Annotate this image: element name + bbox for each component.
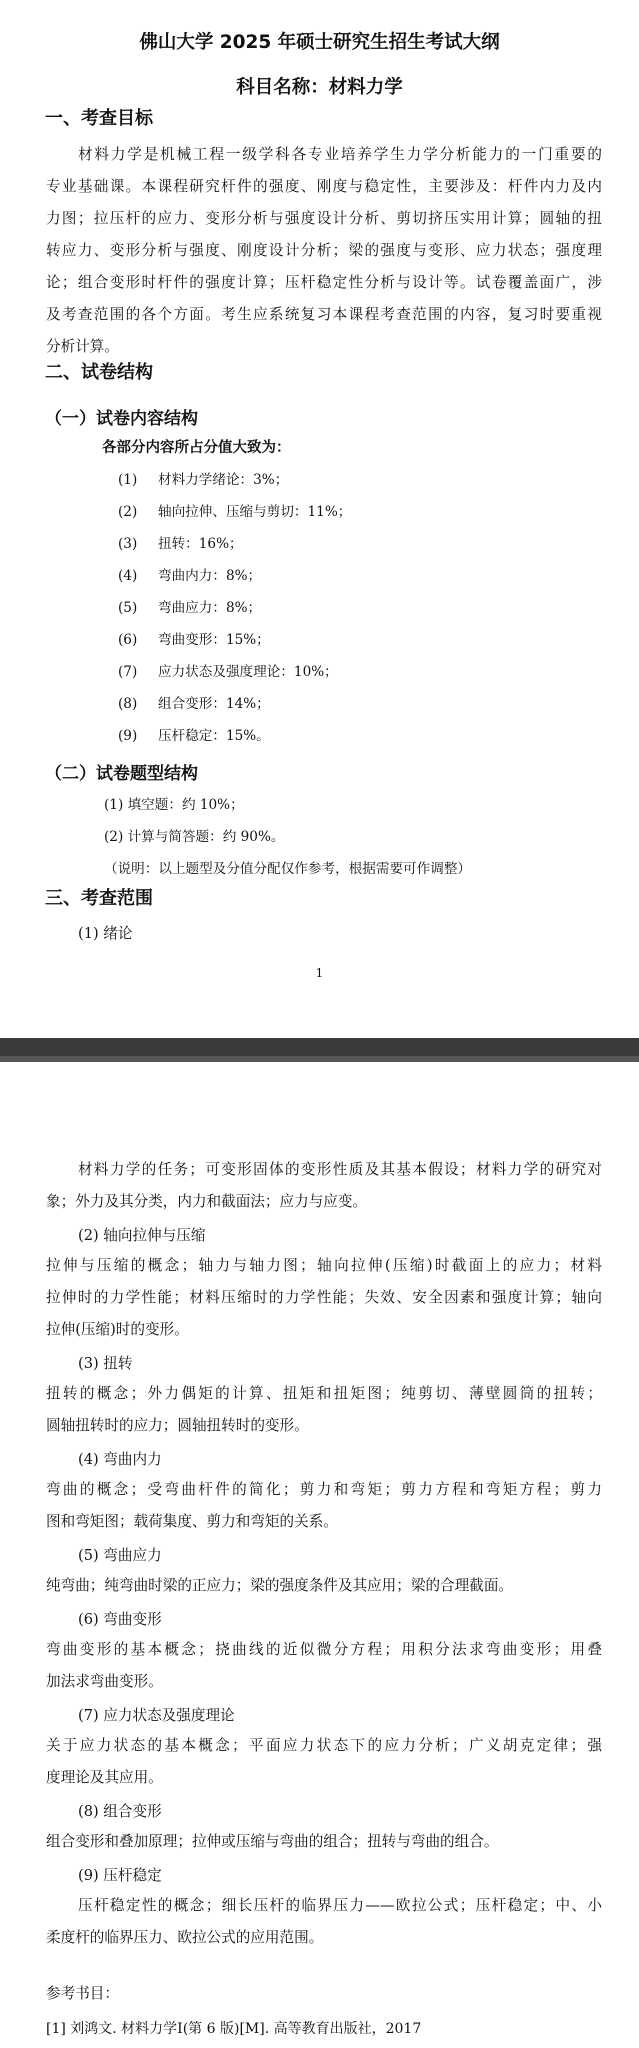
list-item: (1) 填空题：约 10%； [104,797,244,813]
topic-title: (6) 弯曲变形 [78,1611,162,1628]
page-separator [0,1038,639,1062]
paragraph-line: 纯弯曲；纯弯曲时梁的正应力；梁的强度条件及其应用；梁的合理截面。 [46,1577,514,1594]
document-page-2 [0,1062,639,2048]
topic-body [46,1154,602,1218]
list-item: (4) 弯曲内力：8%； [118,568,262,584]
topic-title: (5) 弯曲应力 [78,1547,162,1564]
paragraph-line: 弯曲变形的基本概念；挠曲线的近似微分方程；用积分法求弯曲变形；用叠 [46,1641,602,1658]
paragraph-line: 关于应力状态的基本概念；平面应力状态下的应力分析；广义胡克定律；强 [46,1737,602,1754]
document-title: 佛山大学 2025 年硕士研究生招生考试大纲 [139,32,500,53]
topic-body [46,1378,602,1442]
section-heading-scope: 三、考查范围 [45,888,153,909]
list-item: (8) 组合变形：14%； [118,696,270,712]
list-item: (5) 弯曲应力：8%； [118,600,262,616]
list-item: (7) 应力状态及强度理论：10%； [118,664,338,680]
paragraph-line: 圆轴扭转时的应力；圆轴扭转时的变形。 [46,1417,309,1434]
paragraph-line: 压杆稳定性的概念；细长压杆的临界压力——欧拉公式；压杆稳定；中、小 [78,1897,602,1914]
list-item: (2) 轴向拉伸、压缩与剪切：11%； [118,504,352,520]
paragraph-line: 度理论及其应用。 [46,1769,163,1786]
list-item: (1) 材料力学绪论：3%； [118,472,289,488]
paragraph-line: 及考查范围的各个方面。考生应系统复习本课程考查范围的内容，复习时要重视 [46,306,602,323]
topic-title: (9) 压杆稳定 [78,1867,162,1884]
page-number: 1 [315,966,324,980]
list-item: (3) 扭转：16%； [118,536,243,552]
references-title: 参考书目： [46,1985,119,2002]
section-heading-structure: 二、试卷结构 [45,362,153,383]
section-heading-objectives: 一、考查目标 [45,108,153,129]
paragraph-line: 力图；拉压杆的应力、变形分析与强度设计分析、剪切挤压实用计算；圆轴的扭 [46,210,602,227]
list-item: (2) 计算与简答题：约 90%。 [104,829,285,845]
paragraph-line: 图和弯矩图；载荷集度、剪力和弯矩的关系。 [46,1513,338,1530]
topic-title: (1) 绪论 [78,925,133,942]
note-text: （说明：以上题型及分值分配仅作参考，根据需要可作调整） [104,861,472,877]
paragraph-line: 加法求弯曲变形。 [46,1673,163,1690]
paragraph-line: 柔度杆的临界压力、欧拉公式的应用范围。 [46,1929,324,1946]
paragraph-line: 拉伸(压缩)时的变形。 [46,1321,189,1338]
topic-title: (7) 应力状态及强度理论 [78,1707,235,1724]
topic-body [46,1890,602,1954]
topic-body [46,1570,602,1602]
paragraph-line: 转应力、变形分析与强度、刚度设计分析；梁的强度与变形、应力状态；强度理 [46,242,602,259]
paragraph-line: 论；组合变形时杆件的强度计算；压杆稳定性分析与设计等。试卷覆盖面广，涉 [46,274,602,291]
subsection-heading-question-types: （二）试卷题型结构 [45,764,198,784]
score-distribution-lead: 各部分内容所占分值大致为： [102,440,291,456]
paragraph-line: 材料力学是机械工程一级学科各专业培养学生力学分析能力的一门重要的 [78,146,602,163]
topic-body [46,1634,602,1698]
topic-body [46,1826,602,1858]
topic-body [46,1730,602,1794]
topic-body [46,1474,602,1538]
paragraph-line: 材料力学的任务；可变形固体的变形性质及其基本假设；材料力学的研究对 [78,1161,602,1178]
topic-title: (2) 轴向拉伸与压缩 [78,1227,206,1244]
list-item: (9) 压杆稳定：15%。 [118,728,270,744]
topic-title: (8) 组合变形 [78,1803,162,1820]
subject-name: 科目名称：材料力学 [236,77,403,98]
list-item: (6) 弯曲变形：15%； [118,632,270,648]
paragraph-line: 象；外力及其分类，内力和截面法；应力与应变。 [46,1193,368,1210]
paragraph-line: 组合变形和叠加原理；拉伸或压缩与弯曲的组合；扭转与弯曲的组合。 [46,1833,499,1850]
objectives-paragraph [46,139,602,363]
paragraph-line: 扭转的概念；外力偶矩的计算、扭矩和扭矩图；纯剪切、薄壁圆筒的扭转； [46,1385,602,1402]
paragraph-line: 拉伸时的力学性能；材料压缩时的力学性能；失效、安全因素和强度计算；轴向 [46,1289,602,1306]
topic-body [46,1250,602,1346]
paragraph-line: 拉伸与压缩的概念；轴力与轴力图；轴向拉伸(压缩)时截面上的应力；材料 [46,1257,602,1274]
paragraph-line: 分析计算。 [46,338,119,355]
subsection-heading-content: （一）试卷内容结构 [45,409,198,429]
topic-title: (4) 弯曲内力 [78,1451,162,1468]
reference-item: [1] 刘鸿文. 材料力学Ⅰ(第 6 版)[M]. 高等教育出版社，2017 [46,2021,422,2037]
topic-title: (3) 扭转 [78,1355,133,1372]
paragraph-line: 专业基础课。本课程研究杆件的强度、刚度与稳定性，主要涉及：杆件内力及内 [46,178,602,195]
paragraph-line: 弯曲的概念；受弯曲杆件的简化；剪力和弯矩；剪力方程和弯矩方程；剪力 [46,1481,602,1498]
